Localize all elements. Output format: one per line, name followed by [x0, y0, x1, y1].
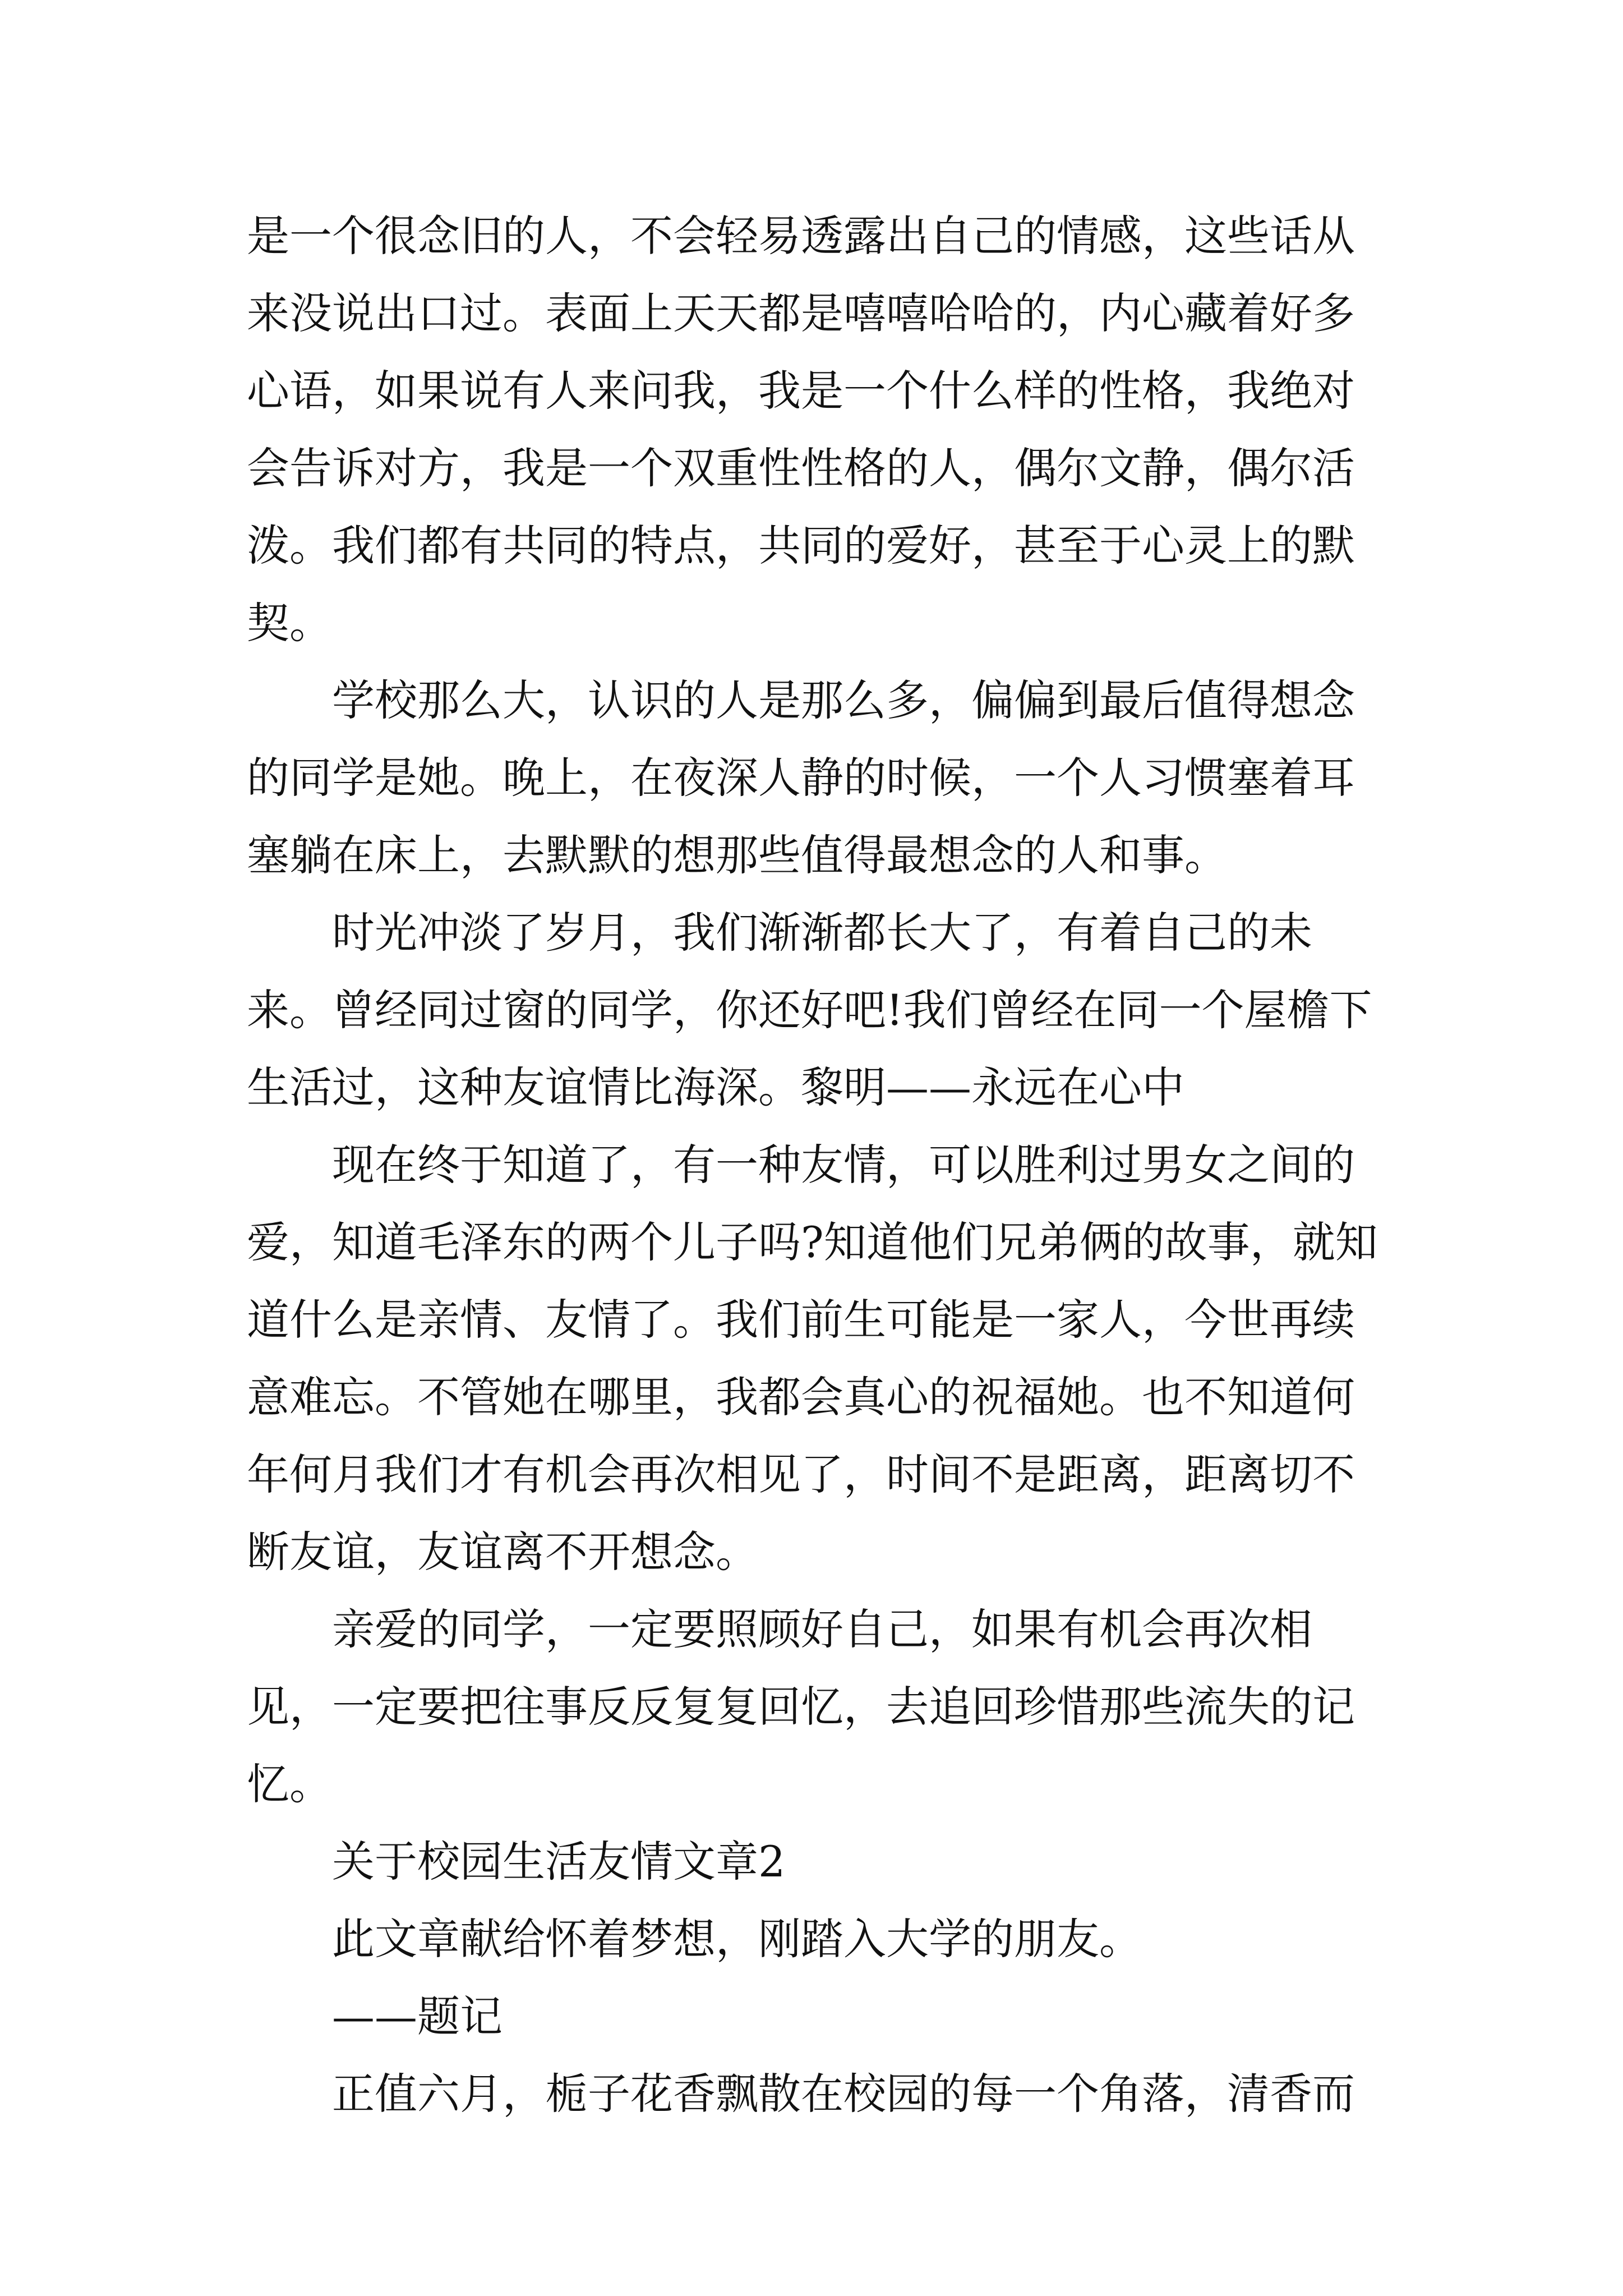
paragraph: 现在终于知道了，有一种友情，可以胜利过男女之间的爱，知道毛泽东的两个儿子吗?知道他们兄弟俩的故事，就知道什么是亲情、友情了。我们前生可能是一家人，今世再续意难忘。不管她在哪里，我都会真心的祝福她。也不知道何年何月我们才有机会再次相见了，时间不是距离，距离切不断友谊，友谊离不开想念。: [247, 1140, 1378, 1577]
paragraph: 学校那么大，认识的人是那么多，偏偏到最后值得想念的同学是她。晚上，在夜深人静的时候，一个人习惯塞着耳塞躺在床上，去默默的想那些值得最想念的人和事。: [247, 675, 1355, 880]
paragraph-continued: 是一个很念旧的人，不会轻易透露出自己的情感，这些话从来没说出口过。表面上天天都是嘻嘻哈哈的，内心藏着好多心语，如果说有人来问我，我是一个什么样的性格，我绝对会告诉对方，我是一个双重性性格的人，偶尔文静，偶尔活泼。我们都有共同的特点，共同的爱好，甚至于心灵上的默契。: [247, 211, 1355, 648]
paragraph: 时光冲淡了岁月，我们渐渐都长大了，有着自己的未来。曾经同过窗的同学，你还好吧!我们曾经在同一个屋檐下生活过，这种友谊情比海深。黎明——永远在心中: [247, 908, 1372, 1112]
paragraph: 亲爱的同学，一定要照顾好自己，如果有机会再次相见，一定要把往事反反复复回忆，去追回珍惜那些流失的记忆。: [247, 1604, 1355, 1809]
article-body: [247, 197, 1396, 2133]
article-heading: 关于校园生活友情文章2: [332, 1837, 786, 1887]
dedication: 此文章献给怀着梦想，刚踏入大学的朋友。: [332, 1914, 1142, 1964]
epigraph-attribution: ——题记: [332, 1991, 502, 2041]
paragraph: 正值六月，栀子花香飘散在校园的每一个角落，清香而: [332, 2069, 1355, 2119]
